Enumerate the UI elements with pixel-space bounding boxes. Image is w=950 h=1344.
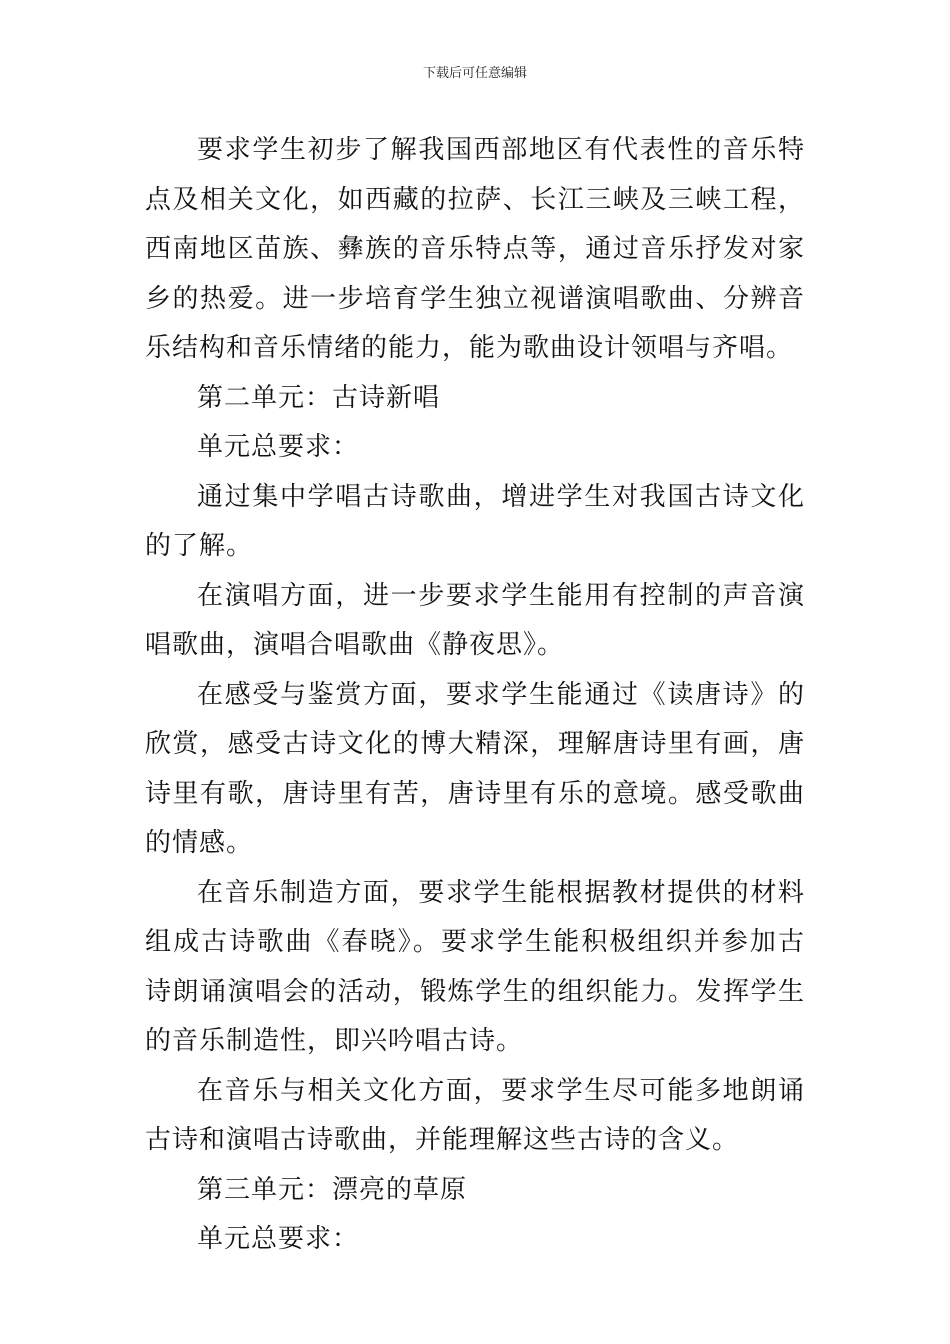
paragraph-intro: 要求学生初步了解我国西部地区有代表性的音乐特点及相关文化，如西藏的拉萨、长江三峡及三峡工程，西南地区苗族、彝族的音乐特点等，通过音乐抒发对家乡的热爱。进一步培育学生独立视谱演唱歌曲、分辨音乐结构和音乐情绪的能力，能为歌曲设计领唱与齐唱。	[145, 135, 805, 363]
paragraph-creation: 在音乐制造方面，要求学生能根据教材提供的材料组成古诗歌曲《春晓》。要求学生能积极组织并参加古诗朗诵演唱会的活动，锻炼学生的组织能力。发挥学生的音乐制造性，即兴吟唱古诗。	[145, 877, 805, 1056]
unit-3-heading: 第三单元：漂亮的草原	[197, 1174, 468, 1205]
paragraph-culture: 在音乐与相关文化方面，要求学生尽可能多地朗诵古诗和演唱古诗歌曲，并能理解这些古诗的含义。	[145, 1075, 805, 1155]
unit-2-heading: 第二单元：古诗新唱	[197, 382, 441, 413]
unit-3-requirements-label: 单元总要求：	[197, 1224, 360, 1254]
document-body	[145, 126, 805, 1265]
paragraph-singing: 在演唱方面，进一步要求学生能用有控制的声音演唱歌曲，演唱合唱歌曲《静夜思》。	[145, 580, 805, 660]
paragraph-appreciation: 在感受与鉴赏方面，要求学生能通过《读唐诗》的欣赏，感受古诗文化的博大精深，理解唐诗里有画，唐诗里有歌，唐诗里有苦，唐诗里有乐的意境。感受歌曲的情感。	[145, 679, 805, 858]
unit-2-requirements-label: 单元总要求：	[197, 432, 360, 462]
page-header: 下载后可任意编辑	[422, 66, 527, 81]
paragraph-unit-2-overview: 通过集中学唱古诗歌曲，增进学生对我国古诗文化的了解。	[145, 481, 805, 561]
